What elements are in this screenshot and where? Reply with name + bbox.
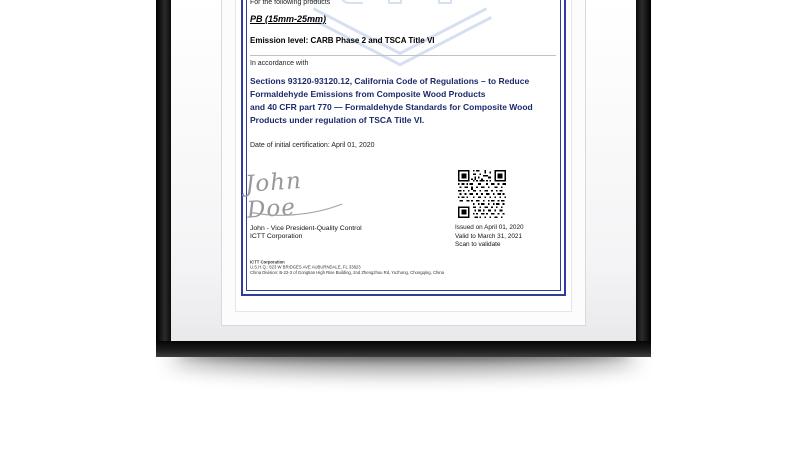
certificate-footer-address [250, 260, 444, 275]
regulation-line: and 40 CFR part 770 — Formaldehyde Standards for Composite Wood [250, 102, 533, 112]
signature-handwriting: John Doe [244, 167, 303, 224]
issued-on-line: Issued on April 01, 2020 [455, 224, 524, 231]
regulation-line: Sections 93120-93120.12, California Code of Regulations – to Reduce [250, 76, 530, 86]
scan-to-validate-line: Scan to validate [455, 241, 501, 249]
qr-code [458, 170, 506, 218]
accordance-label: In accordance with [250, 60, 309, 67]
divider-rule [250, 55, 556, 56]
footer-line: U.S.H.Q.: 823 W BRIDGES AVE AUBURNDALE, FL 33823 [250, 264, 361, 270]
regulation-line: Formaldehyde Emissions from Composite Wood Products [250, 89, 486, 99]
signatory-organization: ICTT Corporation [250, 233, 303, 240]
initial-certification-date: Date of initial certification: April 01, 2020 [250, 142, 375, 149]
product-name: PB (15mm-25mm) [250, 14, 327, 24]
valid-to-line: Valid to March 31, 2021 [455, 232, 523, 240]
regulation-paragraph [250, 75, 562, 127]
footer-line: China Division: B-22-3 of Gongtian High Rise Building, 2nd Zhengzhou Rd, Yuzhong, Chongqing, China [250, 269, 444, 275]
signatory-name-title: John - Vice President-Quality Control [250, 225, 362, 232]
signature [244, 167, 356, 224]
emission-level: Emission level: CARB Phase 2 and TSCA Title VI [250, 36, 435, 45]
signature-flourish [246, 198, 346, 218]
footer-line: ICTT Corporation [250, 260, 285, 265]
regulation-line: Products under regulation of TSCA Title VI. [250, 115, 425, 125]
issue-validity-block [455, 224, 524, 250]
products-intro-label: For the following products [250, 0, 331, 6]
